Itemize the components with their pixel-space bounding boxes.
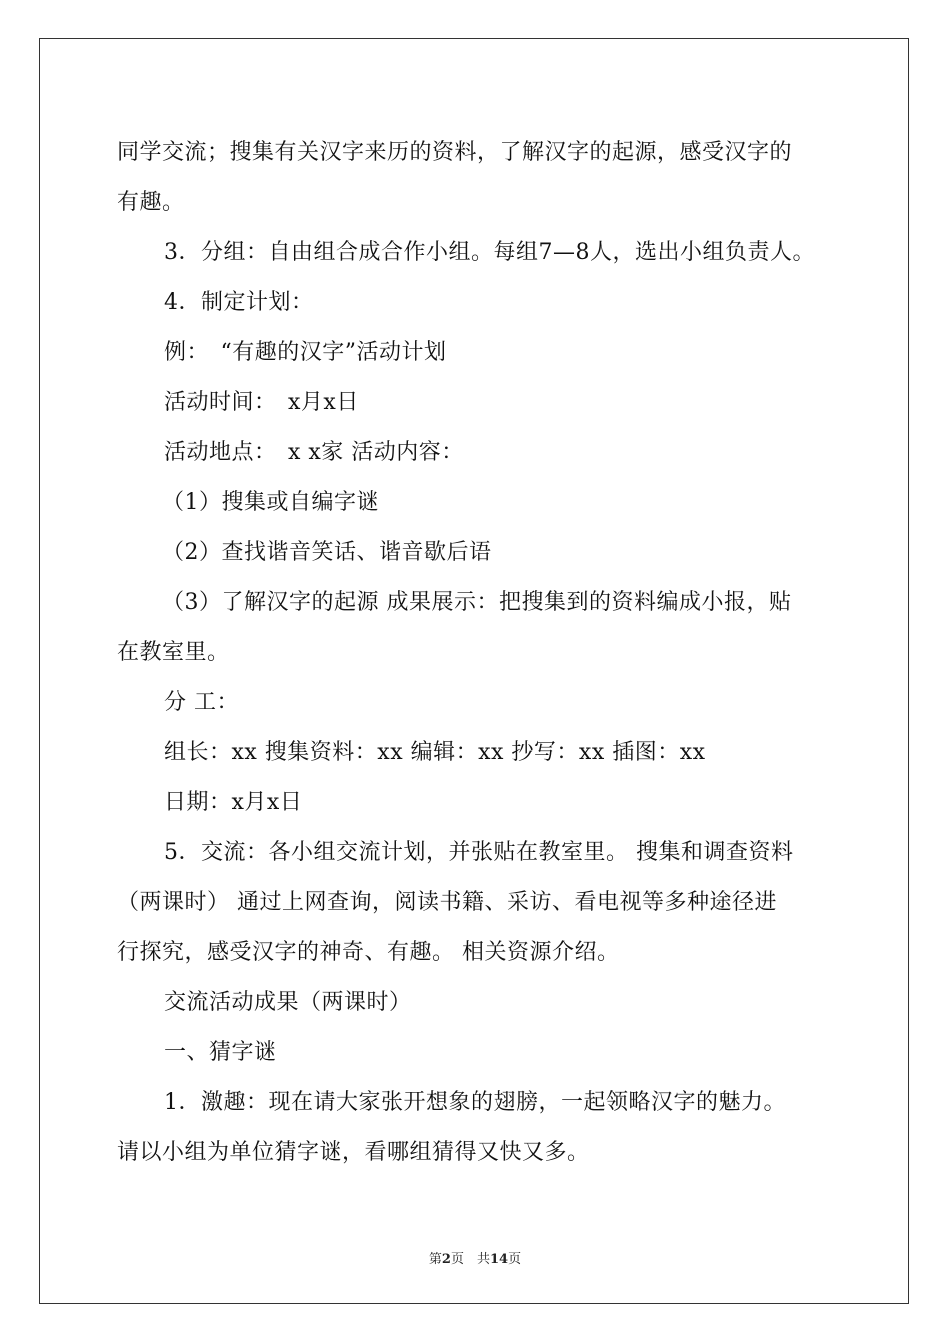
page-label-suffix: 页 共 — [450, 1252, 490, 1267]
paragraph-line: 同学交流；搜集有关汉字来历的资料，了解汉字的起源，感受汉字的 — [117, 140, 793, 165]
document-body — [117, 128, 857, 1178]
page-label-prefix: 第 — [428, 1252, 442, 1267]
paragraph-line: 一、猜字谜 — [164, 1040, 277, 1065]
paragraph-line: 分 工： — [164, 690, 239, 715]
paragraph-line: 活动地点： x x家 活动内容： — [164, 440, 464, 465]
paragraph-line: （两课时） 通过上网查询，阅读书籍、采访、看电视等多种途径进 — [117, 890, 777, 915]
paragraph-line: 请以小组为单位猜字谜，看哪组猜得又快又多。 — [117, 1140, 590, 1165]
paragraph-line: 在教室里。 — [117, 640, 230, 665]
paragraph-line: （2）查找谐音笑话、谐音歇后语 — [162, 540, 492, 565]
paragraph-line: 行探究，感受汉字的神奇、有趣。 相关资源介绍。 — [117, 940, 620, 965]
total-pages: 14 — [489, 1252, 509, 1267]
paragraph-line: 例： “有趣的汉字”活动计划 — [164, 340, 447, 365]
paragraph-line: 活动时间： x月x日 — [164, 390, 359, 415]
page-footer — [0, 1248, 950, 1267]
paragraph-line: 4．制定计划： — [164, 290, 314, 315]
paragraph-line: （1）搜集或自编字谜 — [162, 490, 379, 515]
paragraph-line: 日期：x月x日 — [164, 790, 303, 815]
paragraph-line: 组长：xx 搜集资料：xx 编辑：xx 抄写：xx 插图：xx — [164, 740, 706, 765]
paragraph-line: 5．交流：各小组交流计划，并张贴在教室里。 搜集和调查资料 — [164, 840, 794, 865]
paragraph-line: （3）了解汉字的起源 成果展示：把搜集到的资料编成小报，贴 — [162, 590, 792, 615]
paragraph-line: 3．分组：自由组合成合作小组。每组7—8人，选出小组负责人。 — [164, 240, 815, 265]
total-label-suffix: 页 — [508, 1252, 522, 1267]
paragraph-line: 交流活动成果（两课时） — [164, 990, 412, 1015]
page-number: 2 — [441, 1252, 451, 1267]
paragraph-line: 1．激趣：现在请大家张开想象的翅膀，一起领略汉字的魅力。 — [164, 1090, 786, 1115]
paragraph-line: 有趣。 — [117, 190, 185, 215]
